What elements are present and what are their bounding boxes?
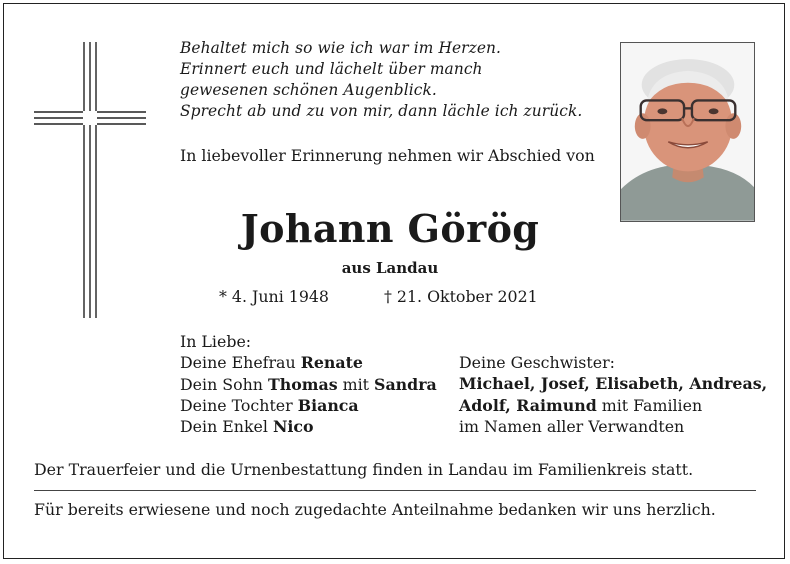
farewell-intro: In liebevoller Erinnerung nehmen wir Abschied von <box>180 146 595 165</box>
sibling-names-line: Michael, Josef, Elisabeth, Andreas, <box>459 374 768 394</box>
relatives-line: im Namen aller Verwandten <box>459 416 685 436</box>
mourner-name: Nico <box>272 417 314 437</box>
mourners-family <box>180 331 437 437</box>
sibling-names-line: Adolf, Raimund <box>459 395 597 415</box>
cross-icon <box>34 42 146 318</box>
birth-date: * 4. Juni 1948 <box>219 287 329 306</box>
thanks-note: Für bereits erwiesene und noch zugedachte Anteilnahme bedanken wir uns herzlich. <box>34 500 716 519</box>
funeral-note: Der Trauerfeier und die Urnenbestattung finden in Landau im Familienkreis statt. <box>34 460 694 479</box>
mourners-siblings <box>459 352 767 437</box>
mourner-relation: Deine Tochter <box>180 395 298 415</box>
mourner-relation: Deine Ehefrau <box>180 353 301 373</box>
deceased-origin: aus Landau <box>341 259 439 277</box>
poem-line: Sprecht ab und zu von mir, dann lächle ich zurück. <box>180 102 583 120</box>
poem-line: Erinnert euch und lächelt über manch <box>180 60 483 78</box>
mourners-heading: In Liebe: <box>180 332 252 351</box>
poem-line: Behaltet mich so wie ich war im Herzen. <box>180 39 502 57</box>
siblings-names <box>459 373 767 394</box>
mourner-relation: Dein Enkel <box>180 417 273 437</box>
mourner-name: Thomas <box>267 374 338 394</box>
memorial-poem <box>180 38 582 122</box>
mourner-relation: Dein Sohn <box>180 374 268 394</box>
mourner-row <box>180 352 437 373</box>
deceased-name: Johann Görög <box>240 206 540 251</box>
mourner-name: Renate <box>300 353 363 373</box>
poem-line: gewesenen schönen Augenblick. <box>180 81 437 99</box>
siblings-families: mit Familien <box>596 395 703 415</box>
siblings-heading: Deine Geschwister: <box>459 353 615 372</box>
mourner-row <box>180 395 437 416</box>
divider <box>34 490 756 491</box>
mourner-row <box>180 374 437 395</box>
mourner-connector: mit <box>337 374 375 394</box>
mourner-name: Bianca <box>297 395 359 415</box>
mourner-row <box>180 416 437 437</box>
siblings-names <box>459 395 767 416</box>
mourner-name: Sandra <box>374 374 437 394</box>
death-date: † 21. Oktober 2021 <box>384 287 538 306</box>
portrait-photo <box>620 42 755 222</box>
